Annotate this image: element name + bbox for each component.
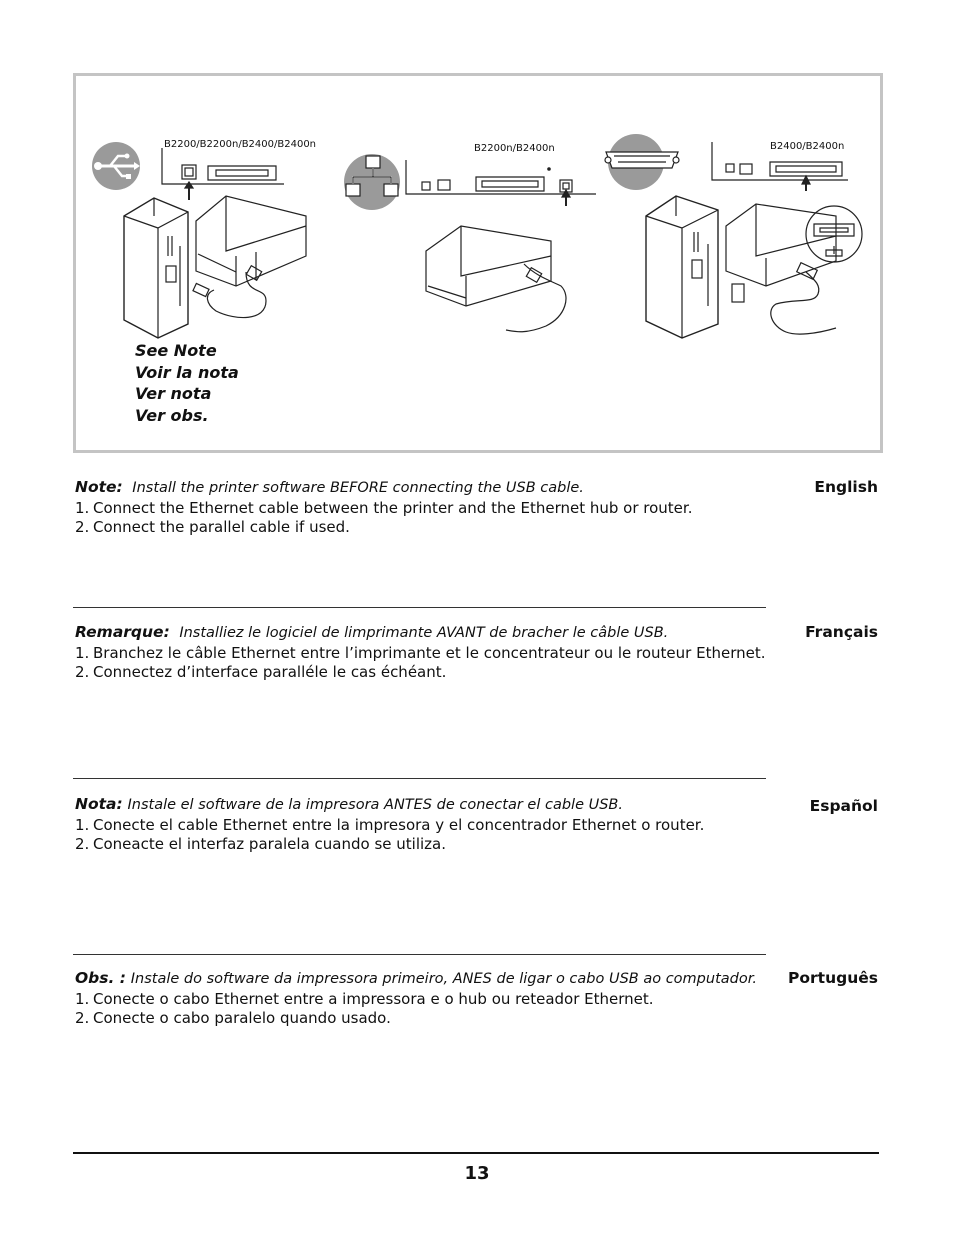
step-text: Branchez le câble Ethernet entre l’imprimante et le concentrateur ou le routeur Ethernet. <box>93 643 766 662</box>
list-item <box>75 499 775 519</box>
note-line <box>75 969 775 990</box>
list-item <box>75 518 775 538</box>
note-text: Instale el software de la impresora ANTES de conectar el cable USB. <box>127 797 623 813</box>
note-text: Installiez le logiciel de limprimante AVANT de bracher le câble USB. <box>179 625 669 641</box>
list-item <box>75 1009 775 1029</box>
list-item <box>75 663 775 683</box>
step-text: Connect the parallel cable if used. <box>93 518 350 536</box>
section-english <box>75 478 775 538</box>
footer-rule <box>73 1152 879 1154</box>
note-label: Nota: <box>75 795 123 813</box>
steps-list <box>75 990 775 1029</box>
language-label-portuguese: Português <box>788 969 878 987</box>
list-item <box>75 990 775 1010</box>
divider <box>73 778 766 779</box>
language-label-french: Français <box>805 623 878 641</box>
network-icon <box>344 154 400 210</box>
step-text: Conecte o cabo paralelo quando usado. <box>93 1009 391 1027</box>
step-number: 2. <box>75 663 90 681</box>
steps-list <box>75 816 775 855</box>
divider <box>73 607 766 608</box>
note-line <box>75 795 775 816</box>
panel2-model-label: B2200n/B2400n <box>474 143 555 154</box>
step-text: Connectez d’interface paralléle le cas échéant. <box>93 663 447 681</box>
see-note-es: Ver nota <box>135 384 212 404</box>
panel1-model-label: B2200/B2200n/B2400/B2400n <box>164 139 317 150</box>
section-french <box>75 623 775 683</box>
see-note-en: See Note <box>135 341 217 360</box>
list-item <box>75 835 775 855</box>
step-text: Conecte o cabo Ethernet entre a impressora e o hub ou reteador Ethernet. <box>93 989 654 1008</box>
step-text: Conecte el cable Ethernet entre la impresora y el concentrador Ethernet o router. <box>93 815 705 834</box>
language-label-english: English <box>814 478 878 496</box>
list-item <box>75 644 775 664</box>
note-label: Remarque: <box>75 623 170 641</box>
see-note-pt: Ver obs. <box>135 406 209 426</box>
section-spanish <box>75 795 775 855</box>
note-line <box>75 623 775 644</box>
parallel-port-icon <box>605 134 679 190</box>
see-note-callout <box>135 340 239 427</box>
see-note-fr: Voir la nota <box>135 362 239 382</box>
step-text: Coneacte el interfaz paralela cuando se utiliza. <box>93 835 446 853</box>
step-number: 2. <box>75 518 90 536</box>
note-label: Obs. : <box>75 969 126 987</box>
step-number: 2. <box>75 835 90 853</box>
note-label: Note: <box>75 478 123 496</box>
language-label-spanish: Español <box>809 797 878 815</box>
section-portuguese <box>75 969 775 1029</box>
page-number: 13 <box>464 1163 490 1184</box>
step-text: Connect the Ethernet cable between the printer and the Ethernet hub or router. <box>93 498 693 517</box>
list-item <box>75 816 775 836</box>
panel3-model-label: B2400/B2400n <box>770 141 845 152</box>
connection-illustration <box>73 73 883 453</box>
steps-list <box>75 644 775 683</box>
note-line <box>75 478 775 499</box>
step-number: 1. <box>75 989 90 1008</box>
note-text: Instale do software da impressora primeiro, ANES de ligar o cabo USB ao computador. <box>130 971 757 987</box>
usb-icon <box>92 142 140 190</box>
divider <box>73 954 766 955</box>
steps-list <box>75 499 775 538</box>
step-number: 1. <box>75 498 90 517</box>
step-number: 1. <box>75 643 90 662</box>
step-number: 1. <box>75 815 90 834</box>
note-text: Install the printer software BEFORE connecting the USB cable. <box>132 480 584 496</box>
step-number: 2. <box>75 1009 90 1027</box>
